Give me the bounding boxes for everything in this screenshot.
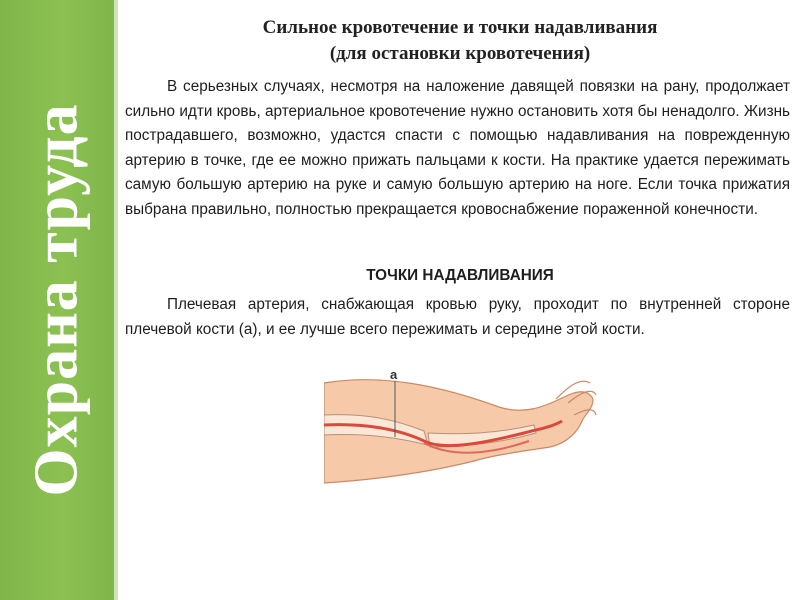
sidebar-title: Охрана труда: [22, 103, 91, 497]
page-subtitle: (для остановки кровотечения): [329, 43, 591, 64]
arm-artery-illustration-icon: [324, 363, 600, 505]
figure-label: а: [390, 367, 398, 382]
arm-artery-illustration-icon: [324, 363, 600, 505]
artery-paragraph: Плечевая артерия, снабжающая кровью руку, проходит по внутренней стороне плечевой кости (а), и ее лучше всего пережимать и середине этой кости.: [125, 296, 790, 338]
sidebar: [0, 0, 114, 600]
section-heading: ТОЧКИ НАДАВЛИВАНИЯ: [366, 267, 554, 284]
intro-paragraph: В серьезных случаях, несмотря на наложение давящей повязки на рану, продолжает сильно идти кровь, артериальное кровотечение нужно остановить хотя бы ненадолго. Жизнь пострадавшего, возможно, удастся спасти с помощью надавливания на поврежденную артерию в точке, где ее можно прижать пальцами к кости. На практике удается пережимать самую большую артерию на руке и самую большую артерию на ноге. Если точка прижатия выбрана правильно, полностью прекращается кровоснабжение пораженной конечности.: [125, 78, 790, 218]
sidebar-divider: [114, 0, 118, 600]
page-title: Сильное кровотечение и точки надавливания: [262, 17, 658, 38]
